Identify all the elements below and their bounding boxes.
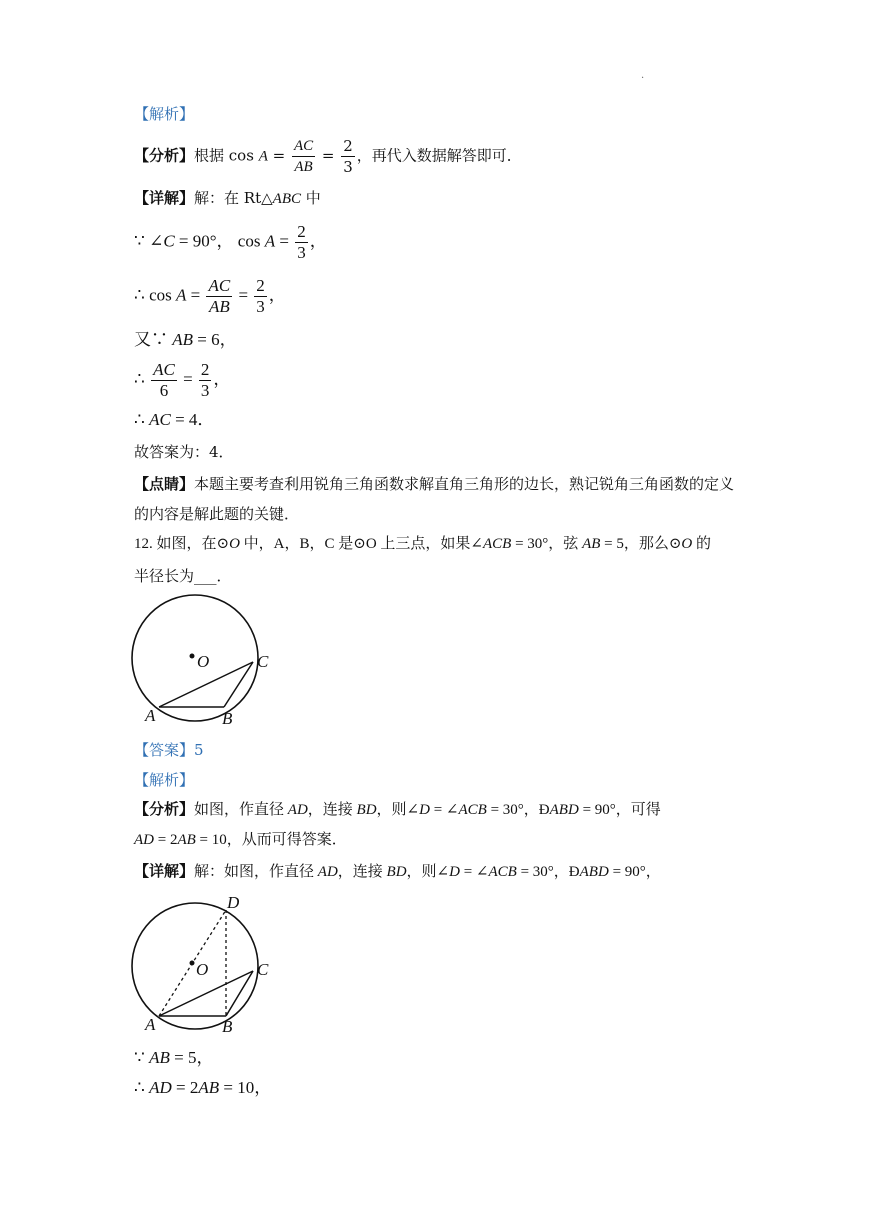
label-a: A — [145, 706, 156, 725]
label-d: D — [227, 893, 240, 912]
label-o: O — [196, 960, 209, 979]
step-3: 又∵ AB = 6， — [134, 330, 237, 349]
question-12-line-1: 12. 如图，在⊙O 中，A，B，C 是⊙O 上三点，如果∠ACB = 30°，弦 AB = 5，那么⊙O 的 — [134, 536, 712, 552]
circle-outline — [132, 595, 258, 721]
fraction-2-3: $\frac{2}{3}$ — [343, 137, 353, 176]
analysis-summary-2-line-2: AD = 2AB = 10，从而可得答案． — [134, 832, 347, 848]
step-5: ∴ AC = 4． — [134, 410, 215, 429]
fraction-ac-ab: $\frac{AC}{AB}$ — [293, 138, 314, 175]
analysis-tag-2: 【解析】 — [134, 771, 195, 789]
key-point-line-2: 的内容是解此题的关键． — [134, 505, 300, 523]
question-12-line-2: 半径长为___． — [134, 567, 232, 585]
step-4: ∴ $\frac{AC}{6}$ = $\frac{2}{3}$ ， — [134, 360, 231, 400]
label-c: C — [257, 960, 269, 979]
circle-outline — [132, 903, 258, 1029]
step-6: ∵ AB = 5， — [134, 1048, 214, 1067]
analysis-summary-1: 【分析】根据 cos A = $\frac{AC}{AB}$ = $\frac{2}{3}$ ，再代入数据解答即可． — [134, 137, 522, 176]
label-b: B — [222, 709, 233, 728]
circle-figure-1 — [126, 590, 286, 730]
step-7: ∴ AD = 2AB = 10， — [134, 1078, 272, 1097]
label-o: O — [197, 652, 210, 671]
circle-figure-2 — [126, 893, 296, 1038]
answer-line: 【答案】5 — [134, 741, 204, 759]
center-point — [190, 654, 195, 659]
label-a: A — [145, 1015, 156, 1034]
corner-dot: . — [641, 70, 645, 81]
analysis-tag-1: 【解析】 — [134, 105, 195, 123]
answer-value: 5 — [194, 741, 204, 759]
step-2: ∴ cos A = $\frac{AC}{AB}$ = $\frac{2}{3}$ ， — [134, 276, 286, 316]
label-b: B — [222, 1017, 233, 1036]
label-c: C — [257, 652, 269, 671]
final-answer-1: 故答案为：4． — [134, 443, 234, 461]
analysis-summary-2-line-1: 【分析】如图，作直径 AD，连接 BD，则∠D = ∠ACB = 30°，ÐABD = 90°，可得 — [134, 802, 661, 818]
step-1: ∵ ∠C = 90°， cos A = $\frac{2}{3}$ ， — [134, 222, 327, 262]
key-point-line-1: 【点睛】本题主要考查利用锐角三角函数求解直角三角形的边长，熟记锐角三角函数的定义 — [134, 475, 735, 493]
detailed-solution-1: 【详解】解：在 Rt△ABC 中 — [134, 189, 321, 207]
detailed-solution-2: 【详解】解：如图，作直径 AD，连接 BD，则∠D = ∠ACB = 30°，ÐABD = 90°， — [134, 864, 661, 880]
